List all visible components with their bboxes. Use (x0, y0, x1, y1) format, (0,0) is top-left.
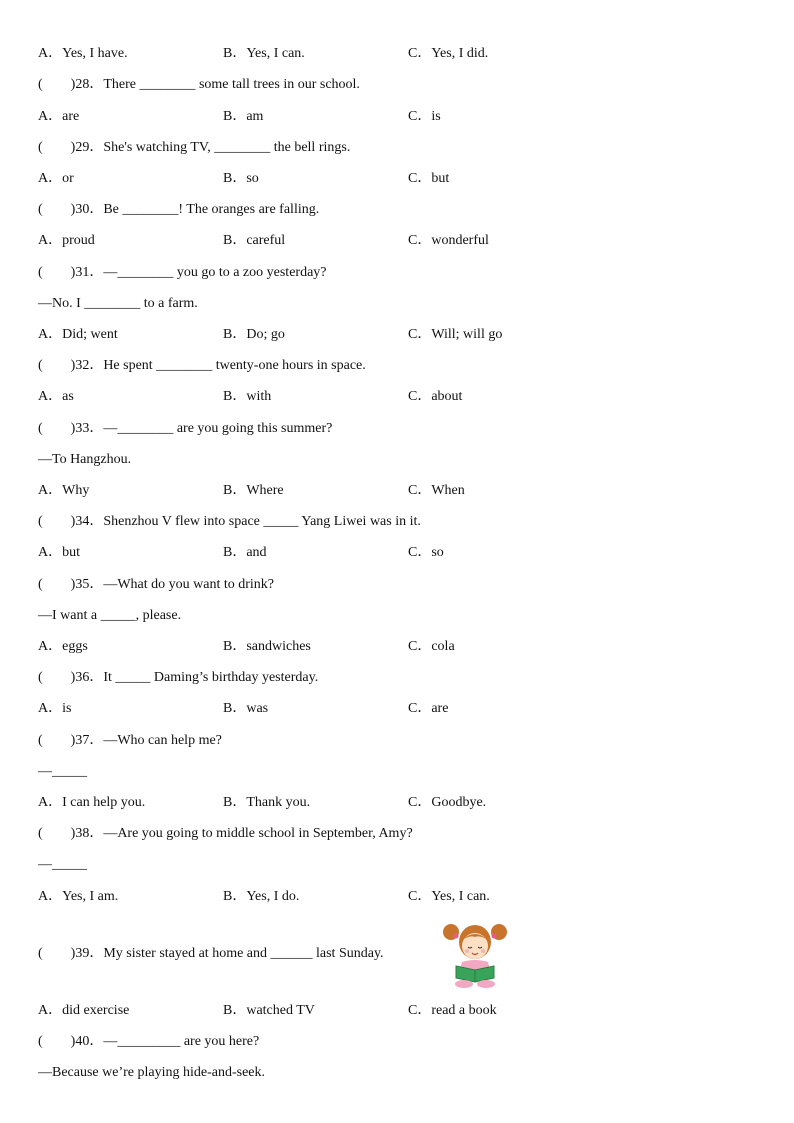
q31-option-b: B．Do; go (223, 327, 285, 342)
q39-option-c: C．read a book (408, 1003, 497, 1018)
q30-option-a: A．proud (38, 233, 95, 248)
q38-options (38, 888, 738, 906)
q34-option-b: B．and (223, 545, 267, 560)
q39-options (38, 1002, 738, 1020)
q37-reply: —_____ (38, 764, 87, 779)
q35-options (38, 638, 738, 656)
q39-option-b: B．watched TV (223, 1003, 315, 1018)
q36-option-b: B．was (223, 701, 269, 716)
q29-option-a: A．or (38, 171, 74, 186)
q39-option-a: A．did exercise (38, 1003, 130, 1018)
right-cheek (481, 949, 485, 953)
left-hair-tie (454, 934, 459, 939)
q34-option-a: A．but (38, 545, 80, 560)
q36-option-c: C．are (408, 701, 449, 716)
q31-stem: ( )31．—________ you go to a zoo yesterday? (38, 265, 327, 280)
q34-stem: ( )34．Shenzhou V flew into space _____ Yang Liwei was in it. (38, 514, 421, 529)
q31-options (38, 326, 738, 344)
q27-options (38, 45, 738, 63)
q38-stem: ( )38．—Are you going to middle school in September, Amy? (38, 826, 413, 841)
q32-stem: ( )32．He spent ________ twenty-one hours in space. (38, 358, 366, 373)
q28-stem: ( )28．There ________ some tall trees in our school. (38, 77, 360, 92)
q37-option-c: C．Goodbye. (408, 795, 487, 810)
q38-reply: —_____ (38, 857, 87, 872)
q28-option-a: A．are (38, 109, 80, 124)
right-leg (477, 980, 495, 988)
q35-reply: —I want a _____, please. (38, 608, 182, 623)
right-hair-tie (492, 934, 497, 939)
q29-option-b: B．so (223, 171, 259, 186)
left-cheek (465, 949, 469, 953)
q38-option-b: B．Yes, I do. (223, 889, 300, 904)
q38-option-a: A．Yes, I am. (38, 889, 119, 904)
q32-option-c: C．about (408, 389, 463, 404)
q28-option-c: C．is (408, 109, 441, 124)
q37-option-a: A．I can help you. (38, 795, 146, 810)
q35-option-c: C．cola (408, 639, 455, 654)
q33-option-a: A．Why (38, 483, 90, 498)
q27-option-c: C．Yes, I did. (408, 46, 489, 61)
q29-option-c: C．but (408, 171, 450, 186)
q39-stem: ( )39．My sister stayed at home and ______ last Sunday. (38, 946, 384, 961)
q32-options (38, 388, 738, 406)
q30-stem: ( )30．Be ________! The oranges are falling. (38, 202, 320, 217)
q27-option-a: A．Yes, I have. (38, 46, 128, 61)
q33-reply: —To Hangzhou. (38, 452, 132, 467)
q32-option-a: A．as (38, 389, 74, 404)
q37-option-b: B．Thank you. (223, 795, 311, 810)
q31-option-a: A．Did; went (38, 327, 118, 342)
q35-option-b: B．sandwiches (223, 639, 311, 654)
q32-option-b: B．with (223, 389, 272, 404)
q31-reply: —No. I ________ to a farm. (38, 296, 198, 311)
q31-option-c: C．Will; will go (408, 327, 503, 342)
q33-option-c: C．When (408, 483, 465, 498)
q33-option-b: B．Where (223, 483, 284, 498)
q27-option-b: B．Yes, I can. (223, 46, 305, 61)
q34-option-c: C．so (408, 545, 444, 560)
q29-options (38, 170, 738, 188)
left-leg (455, 980, 473, 988)
q30-option-b: B．careful (223, 233, 286, 248)
q33-options (38, 482, 738, 500)
q36-option-a: A．is (38, 701, 72, 716)
q36-stem: ( )36．It _____ Daming’s birthday yesterday. (38, 670, 319, 685)
q33-stem: ( )33．—________ are you going this summer? (38, 421, 333, 436)
q40-reply: —Because we’re playing hide-and-seek. (38, 1065, 266, 1080)
q30-options (38, 232, 738, 250)
q40-stem: ( )40．—_________ are you here? (38, 1034, 260, 1049)
q35-option-a: A．eggs (38, 639, 88, 654)
q38-option-c: C．Yes, I can. (408, 889, 490, 904)
q28-options (38, 108, 738, 126)
girl-reading-book-picture (440, 918, 510, 990)
q36-options (38, 700, 738, 718)
q30-option-c: C．wonderful (408, 233, 489, 248)
q35-stem: ( )35．—What do you want to drink? (38, 577, 275, 592)
q37-stem: ( )37．—Who can help me? (38, 733, 222, 748)
q34-options (38, 544, 738, 562)
q29-stem: ( )29．She's watching TV, ________ the bell rings. (38, 140, 351, 155)
q37-options (38, 794, 738, 812)
q28-option-b: B．am (223, 109, 264, 124)
